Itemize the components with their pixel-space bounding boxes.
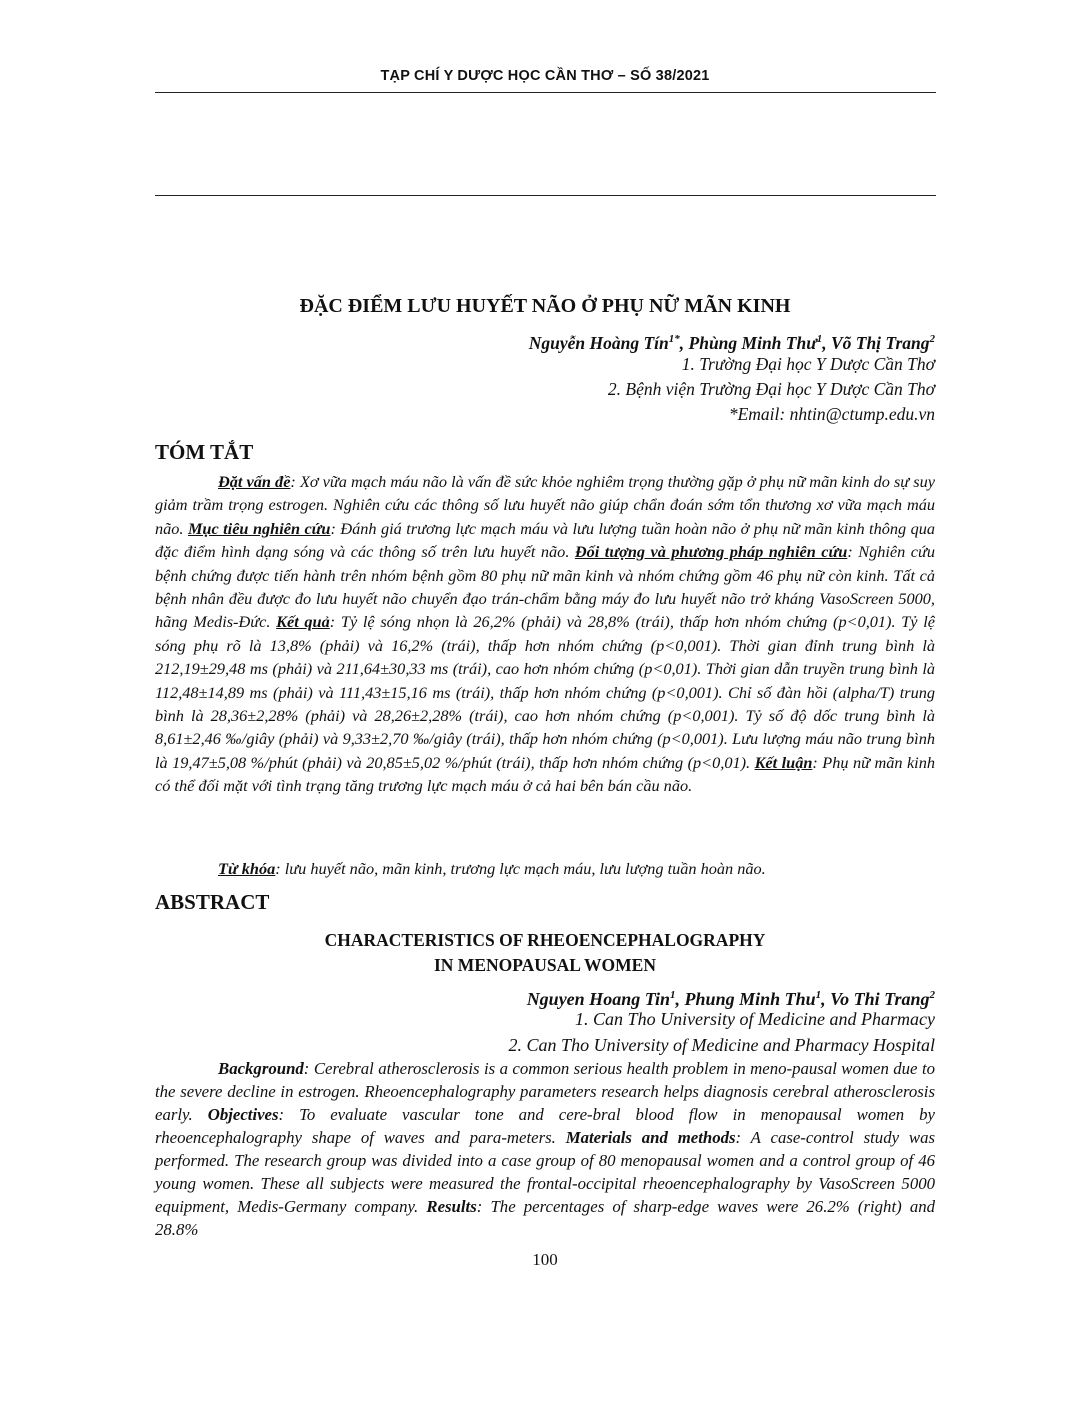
author-affiliation-mark: 2 [929, 989, 935, 1001]
abstract-text: : Nghiên cứu bệnh chứng được tiến hành trên nhóm bệnh gồm 80 phụ nữ mãn kinh và nhóm chứng gồm 46 phụ nữ còn kinh. Tất cả bệnh nhân đều được đo lưu huyết não chuyển đạo trán-chẩm bằng máy đo lưu huyết não trở kháng VasoScreen 5000, hãng Medis-Đức. [155, 542, 935, 632]
page-number: 100 [532, 1250, 558, 1269]
keywords-text: : lưu huyết não, mãn kinh, trương lực mạch máu, lưu lượng tuần hoàn não. [275, 859, 766, 878]
abstract-label: Đối tượng và phương pháp nghiên cứu [574, 542, 848, 562]
abstract-text: : A case-control study was performed. The research group was divided into a case group of 80 menopausal women and a control group of 46 young women. These all subjects were measured the frontal-occipital rheoencephalography by VasoScreen 5000 equipment, Medis-Germany company. [155, 1128, 935, 1216]
abstract-label: Kết quả [276, 612, 330, 632]
abstract-label: Objectives [207, 1105, 279, 1124]
abstract-label: Background [218, 1059, 304, 1078]
english-affiliations [509, 1007, 935, 1058]
vietnamese-authors: Nguyễn Hoàng Tín$^{1*}$, Phùng Minh Thư$^1$, Võ Thị Trang$^2$ [528, 332, 935, 353]
tomtat-heading: TÓM TẮT [155, 440, 254, 464]
affiliation-line: 2. Can Tho University of Medicine and Pharmacy Hospital [508, 1034, 935, 1055]
author-affiliation-mark: 1 [815, 989, 822, 1001]
vietnamese-abstract [155, 470, 935, 798]
header-rule [155, 92, 936, 93]
abstract-label: Results [426, 1197, 477, 1216]
author-affiliation-mark: 1 [816, 333, 823, 345]
author-affiliation-mark: 2 [929, 333, 935, 345]
abstract-label: Kết luận [754, 752, 813, 772]
affiliation-line: 1. Trường Đại học Y Dược Cần Thơ [681, 354, 935, 374]
abstract-text: : Đánh giá trương lực mạch máu và lưu lượng tuần hoàn não ở phụ nữ mãn kinh thông qua đặc điểm hình dạng sóng và các thông số trên lưu huyết não. [155, 518, 936, 562]
abstract-text: : Phụ nữ mãn kinh có thể đối mặt với tình trạng tăng trương lực mạch máu ở cả hai bên bán cầu não. [155, 752, 935, 796]
author-name: Võ Thị Trang [830, 332, 930, 353]
abstract-text: : Xơ vữa mạch máu não là vấn đề sức khỏe nghiêm trọng thường gặp ở phụ nữ mãn kinh do sự suy giảm trầm trọng estrogen. Nghiên cứu các thông số lưu huyết não giúp chẩn đoán sớm tổn thương xơ vữa mạch máu não. [155, 472, 935, 538]
abstract-heading: ABSTRACT [155, 890, 270, 914]
english-abstract [155, 1057, 935, 1241]
abstract-text: : The percentages of sharp-edge waves were 26.2% (right) and 28.8% [155, 1197, 935, 1239]
english-authors: Nguyen Hoang Tin$^1$, Phung Minh Thu$^1$, Vo Thi Trang$^2$ [526, 989, 935, 1009]
author-name: Vo Thi Trang [830, 989, 930, 1009]
affiliation-line: 2. Bệnh viện Trường Đại học Y Dược Cần Thơ [607, 379, 935, 399]
abstract-text: : Cerebral atherosclerosis is a common serious health problem in meno-pausal women due to the severe decline in estrogen. Rheoencephalography parameters research helps diagnosis cerebral atherosclerosis early. [155, 1059, 935, 1124]
author-name: Phung Minh Thu [684, 989, 816, 1009]
email-line: *Email: nhtin@ctump.edu.vn [728, 404, 935, 424]
english-title [155, 928, 935, 978]
english-title-line: IN MENOPAUSAL WOMEN [433, 955, 656, 975]
affiliation-line: 1. Can Tho University of Medicine and Pharmacy [575, 1009, 935, 1029]
abstract-label: Đặt vấn đề [218, 472, 291, 491]
english-title-line: CHARACTERISTICS OF RHEOENCEPHALOGRAPHY [324, 930, 766, 950]
keywords [155, 857, 935, 880]
vietnamese-title: ĐẶC ĐIỂM LƯU HUYẾT NÃO Ở PHỤ NỮ MÃN KINH [299, 295, 791, 317]
author-name: Phùng Minh Thư [688, 332, 817, 353]
abstract-text: : To evaluate vascular tone and cere-bral blood flow in menopausal women by rheoencephalography shape of waves and para-meters. [155, 1105, 935, 1147]
author-name: Nguyen Hoang Tin [526, 989, 671, 1009]
author-name: Nguyễn Hoàng Tín [528, 332, 669, 353]
journal-header: TẠP CHÍ Y DƯỢC HỌC CẦN THƠ – SỐ 38/2021 [380, 68, 710, 84]
separator-rule [155, 195, 936, 196]
abstract-text: : Tỷ lệ sóng nhọn là 26,2% (phải) và 28,8% (trái), thấp hơn nhóm chứng (p<0,01). Tỷ lệ sóng phụ rõ là 13,8% (phải) và 16,2% (trái), thấp hơn nhóm chứng (p<0,001). Thời gian đỉnh trung bình là 212,19±29,48 ms (phải) và 211,64±30,33 ms (trái), cao hơn nhóm chứng (p<0,01). Thời gian dẫn truyền trung bình là 112,48±14,89 ms (phải) và 111,43±15,16 ms (trái), thấp hơn nhóm chứng (p<0,001). Chỉ số đàn hồi (alpha/T) trung bình là 28,36±2,28% (phải) và 28,26±2,28% (trái), cao hơn nhóm chứng (p<0,001). Tỷ số độ dốc trung bình là 8,61±2,46 ‰/giây (phải) và 9,33±2,70 ‰/giây (trái), thấp hơn nhóm chứng (p<0,001). Lưu lượng máu não trung bình là 19,47±5,08 %/phút (phải) và 20,85±5,02 %/phút (trái), thấp hơn nhóm chứng (p<0,01). [155, 612, 935, 772]
author-affiliation-mark: 1 [670, 989, 676, 1001]
abstract-label: Materials and methods [565, 1128, 736, 1147]
vietnamese-affiliations [608, 352, 935, 427]
author-affiliation-mark: 1* [668, 333, 680, 345]
abstract-label: Mục tiêu nghiên cứu [187, 518, 331, 538]
keywords-label: Từ khóa [218, 859, 276, 878]
